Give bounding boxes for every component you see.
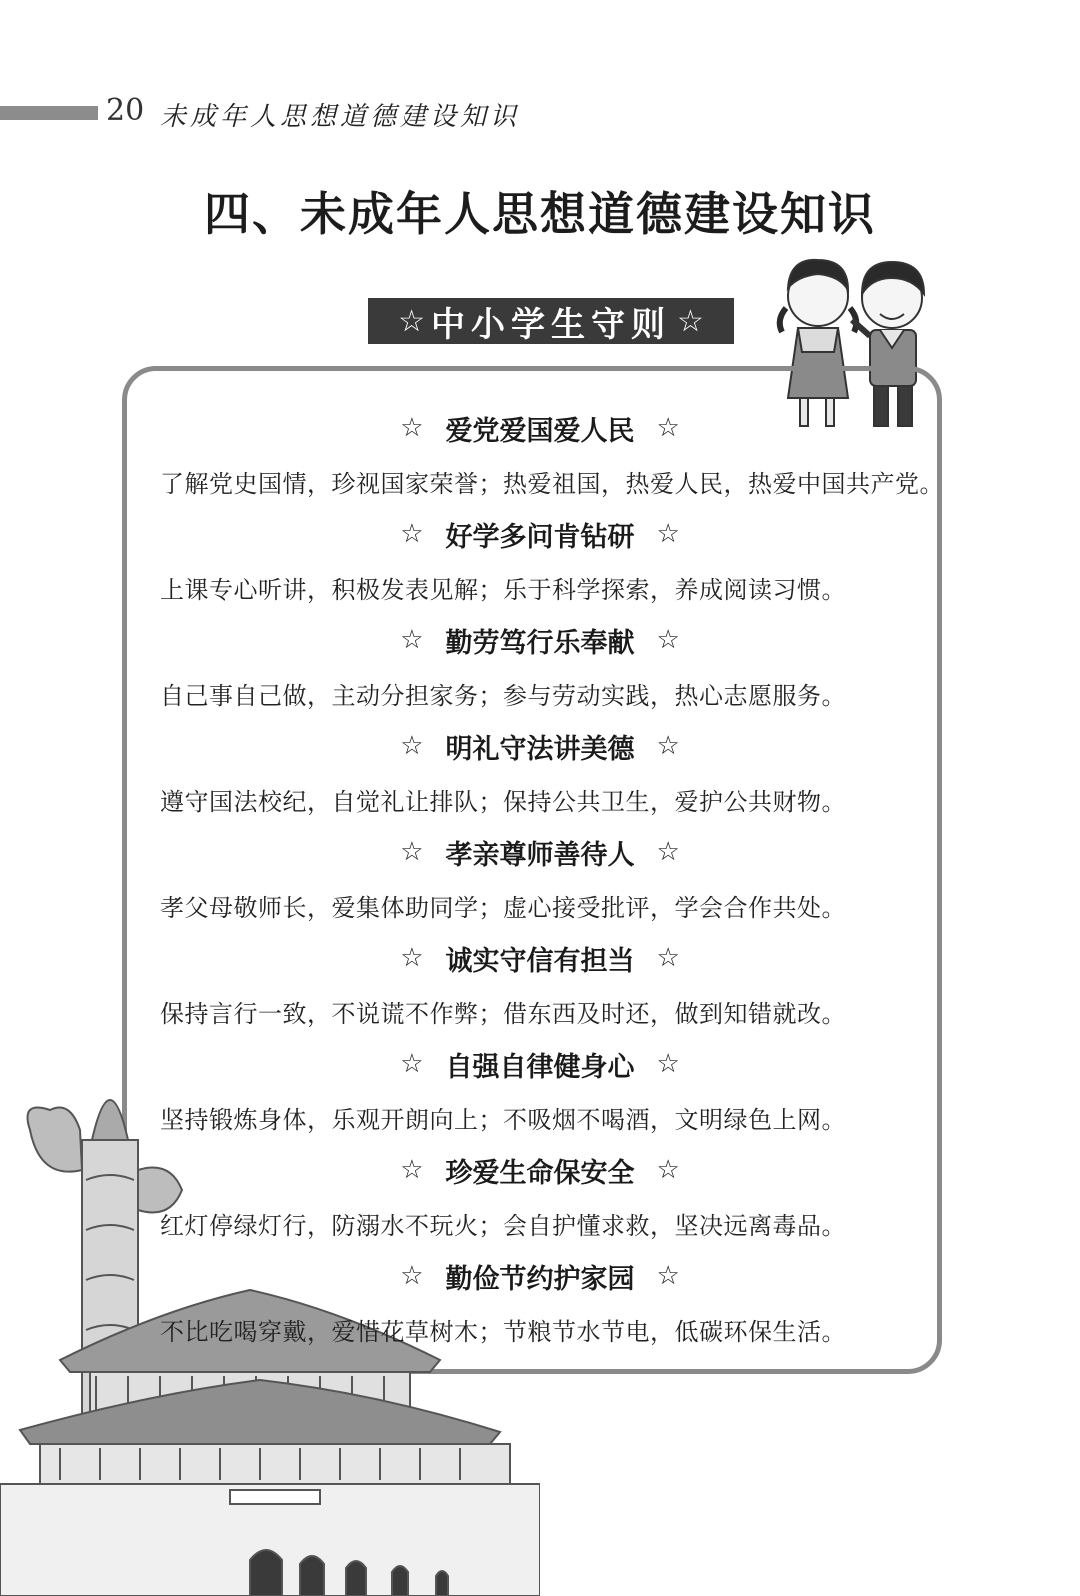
gate-arch	[300, 1556, 324, 1596]
rule-title-text: 勤劳笃行乐奉献	[445, 627, 635, 659]
huabiao-cloud	[28, 1108, 83, 1172]
star-icon: ☆	[656, 625, 680, 655]
star-icon: ☆	[656, 1261, 680, 1291]
star-icon: ☆	[656, 413, 680, 443]
rule-title	[160, 720, 920, 772]
rule-title	[160, 932, 920, 984]
star-icon: ☆	[656, 1049, 680, 1079]
rule-text: 遵守国法校纪，自觉礼让排队；保持公共卫生，爱护公共财物。	[160, 787, 846, 816]
rule-item	[160, 720, 920, 826]
rule-title-text: 勤俭节约护家园	[445, 1263, 635, 1295]
rule-text: 了解党史国情，珍视国家荣誉；热爱祖国，热爱人民，热爱中国共产党。	[160, 469, 944, 498]
rule-item	[160, 826, 920, 932]
rule-title	[160, 402, 920, 454]
rule-item	[160, 402, 944, 508]
rule-title-text: 爱党爱国爱人民	[445, 415, 635, 447]
rule-item	[160, 932, 920, 1038]
star-icon: ☆	[656, 837, 680, 867]
page-number: 20	[106, 93, 145, 128]
chapter-title: 四、未成年人思想道德建设知识	[204, 187, 876, 241]
rule-title	[160, 1038, 920, 1090]
banner-title: 中小学生守则	[431, 304, 671, 345]
rule-title-text: 珍爱生命保安全	[445, 1157, 635, 1189]
rule-title-text: 明礼守法讲美德	[445, 733, 635, 765]
rule-item	[160, 1038, 920, 1144]
header-bar	[0, 106, 98, 120]
star-icon: ☆	[400, 1155, 424, 1185]
rule-item	[160, 1250, 920, 1356]
running-title: 未成年人思想道德建设知识	[160, 102, 521, 132]
rules-list	[160, 402, 944, 1356]
rule-title-text: 诚实守信有担当	[445, 945, 635, 977]
rule-title	[160, 1250, 920, 1302]
star-icon: ☆	[400, 625, 424, 655]
gate-arch	[436, 1571, 448, 1596]
gate-arch	[392, 1566, 408, 1596]
rule-item	[160, 614, 920, 720]
rule-title-text: 孝亲尊师善待人	[445, 839, 635, 871]
rule-title	[160, 826, 920, 878]
star-icon: ☆	[400, 1049, 424, 1079]
rule-title	[160, 1144, 920, 1196]
rule-title-text: 自强自律健身心	[445, 1051, 635, 1083]
star-icon: ☆	[656, 519, 680, 549]
rule-text: 保持言行一致，不说谎不作弊；借东西及时还，做到知错就改。	[160, 999, 846, 1028]
rule-item	[160, 1144, 920, 1250]
gate-arch	[250, 1550, 282, 1596]
rule-text: 坚持锻炼身体，乐观开朗向上；不吸烟不喝酒，文明绿色上网。	[160, 1105, 846, 1134]
star-icon: ☆	[400, 1261, 424, 1291]
plaque	[230, 1490, 320, 1504]
rules-banner	[368, 298, 734, 344]
rule-title-text: 好学多问肯钻研	[445, 521, 635, 553]
star-icon: ☆	[400, 837, 424, 867]
star-icon: ☆	[656, 1155, 680, 1185]
star-icon: ☆	[400, 413, 424, 443]
rule-item	[160, 508, 920, 614]
star-icon: ☆	[398, 303, 425, 339]
gate-arch	[346, 1561, 366, 1596]
rule-text: 孝父母敬师长，爱集体助同学；虚心接受批评，学会合作共处。	[160, 893, 846, 922]
star-icon: ☆	[656, 731, 680, 761]
star-icon: ☆	[400, 943, 424, 973]
star-icon: ☆	[677, 303, 704, 339]
star-icon: ☆	[400, 731, 424, 761]
rule-title	[160, 614, 920, 666]
rule-text: 上课专心听讲，积极发表见解；乐于科学探索，养成阅读习惯。	[160, 575, 846, 604]
rule-title	[160, 508, 920, 560]
rule-text: 不比吃喝穿戴，爱惜花草树木；节粮节水节电，低碳环保生活。	[160, 1317, 846, 1346]
rule-text: 自己事自己做，主动分担家务；参与劳动实践，热心志愿服务。	[160, 681, 846, 710]
rule-text: 红灯停绿灯行，防溺水不玩火；会自护懂求救，坚决远离毒品。	[160, 1211, 846, 1240]
star-icon: ☆	[400, 519, 424, 549]
star-icon: ☆	[656, 943, 680, 973]
